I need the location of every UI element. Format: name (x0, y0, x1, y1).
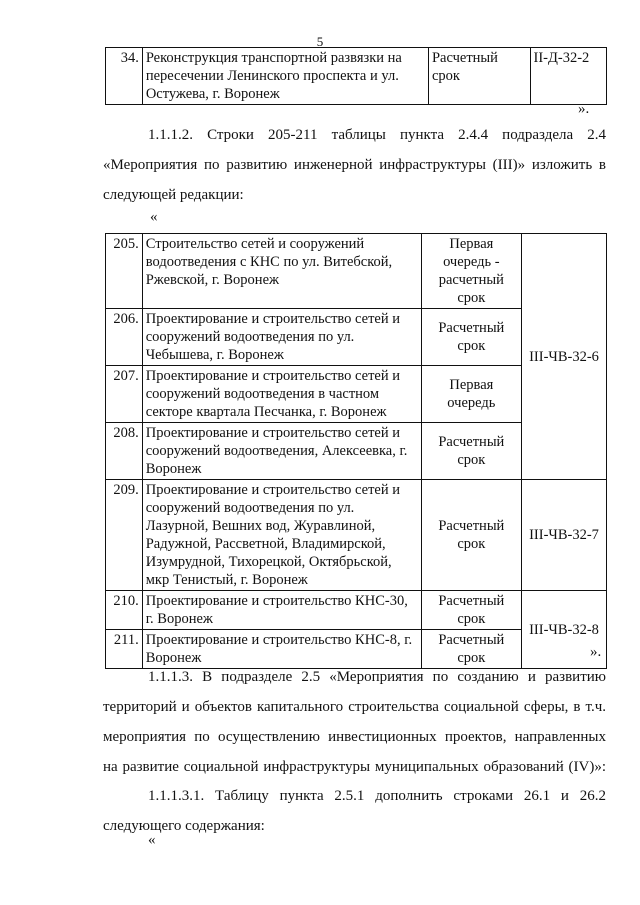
paragraph-line: 1.1.1.3. В подразделе 2.5 «Мероприятия по созданию и развитию (148, 669, 606, 685)
row-number: 205. (106, 234, 143, 309)
row-name: Проектирование и строительство сетей и сооружений водоотведения по ул. Чебышева, г. Воронеж (142, 309, 421, 366)
closing-quote: ». (590, 644, 602, 660)
row-number: 208. (106, 423, 143, 480)
opening-quote: « (150, 209, 158, 225)
paragraph-3 (103, 781, 606, 841)
row-term: Расчетный срок (421, 630, 521, 669)
table-row (106, 234, 607, 309)
paragraph-line: мероприятия по осуществлению инвестиционных проектов, направленных (103, 729, 606, 745)
row-term: Расчетный срок (421, 480, 521, 591)
row-number: 207. (106, 366, 143, 423)
table-transport (105, 47, 607, 105)
paragraph-line: территорий и объектов капитального строительства социальной сферы, в т.ч. (103, 699, 606, 715)
opening-quote: « (148, 832, 156, 848)
row-name: Строительство сетей и сооружений водоотведения с КНС по ул. Витебской, Ржевской, г. Воронеж (142, 234, 421, 309)
closing-quote: ». (578, 101, 590, 117)
row-term: Расчетный срок (421, 423, 521, 480)
row-number: 211. (106, 630, 143, 669)
row-name: Проектирование и строительство КНС-8, г. Воронеж (142, 630, 421, 669)
row-name: Проектирование и строительство сетей и сооружений водоотведения, Алексеевка, г. Воронеж (142, 423, 421, 480)
row-number: 210. (106, 591, 143, 630)
row-number: 209. (106, 480, 143, 591)
row-number: 34. (106, 48, 143, 105)
paragraph-line: 1.1.1.2. Строки 205-211 таблицы пункта 2.4.4 подраздела 2.4 (148, 127, 606, 143)
row-code: II-Д-32-2 (530, 48, 606, 105)
row-code: III-ЧВ-32-8 (522, 591, 607, 669)
row-term: Расчетный срок (421, 309, 521, 366)
table-row (106, 48, 607, 105)
row-name: Проектирование и строительство сетей и сооружений водоотведения по ул. Лазурной, Вешних вод, Журавлиной, Радужной, Рассветной, Владимирской, Изумрудной, Тихорецкой, Октябрьской, мкр Тенистый, г. Воронеж (142, 480, 421, 591)
row-code: III-ЧВ-32-7 (522, 480, 607, 591)
row-term: Расчетный срок (421, 591, 521, 630)
paragraph-line: «Мероприятия по развитию инженерной инфраструктуры (III)» изложить в (103, 157, 606, 173)
row-term: Первая очередь - расчетный срок (421, 234, 521, 309)
paragraph-line: 1.1.1.3.1. Таблицу пункта 2.5.1 дополнить строками 26.1 и 26.2 (148, 788, 606, 804)
row-term: Расчетный срок (428, 48, 530, 105)
paragraph-line: на развитие социальной инфраструктуры муниципальных образований (IV)»: (103, 759, 606, 775)
paragraph-1 (103, 120, 606, 210)
paragraph-line: следующей редакции: (103, 187, 244, 203)
row-name: Проектирование и строительство КНС-30, г. Воронеж (142, 591, 421, 630)
row-name: Проектирование и строительство сетей и сооружений водоотведения в частном секторе квартала Песчанка, г. Воронеж (142, 366, 421, 423)
paragraph-2 (103, 662, 606, 782)
table-row (106, 591, 607, 630)
row-term: Первая очередь (421, 366, 521, 423)
table-row (106, 480, 607, 591)
row-number: 206. (106, 309, 143, 366)
row-name: Реконструкция транспортной развязки на пересечении Ленинского проспекта и ул. Остужева, г. Воронеж (142, 48, 428, 105)
row-code: III-ЧВ-32-6 (522, 234, 607, 480)
paragraph-line: следующего содержания: (103, 818, 265, 834)
table-engineering (105, 233, 607, 669)
page-number: 5 (316, 34, 324, 49)
